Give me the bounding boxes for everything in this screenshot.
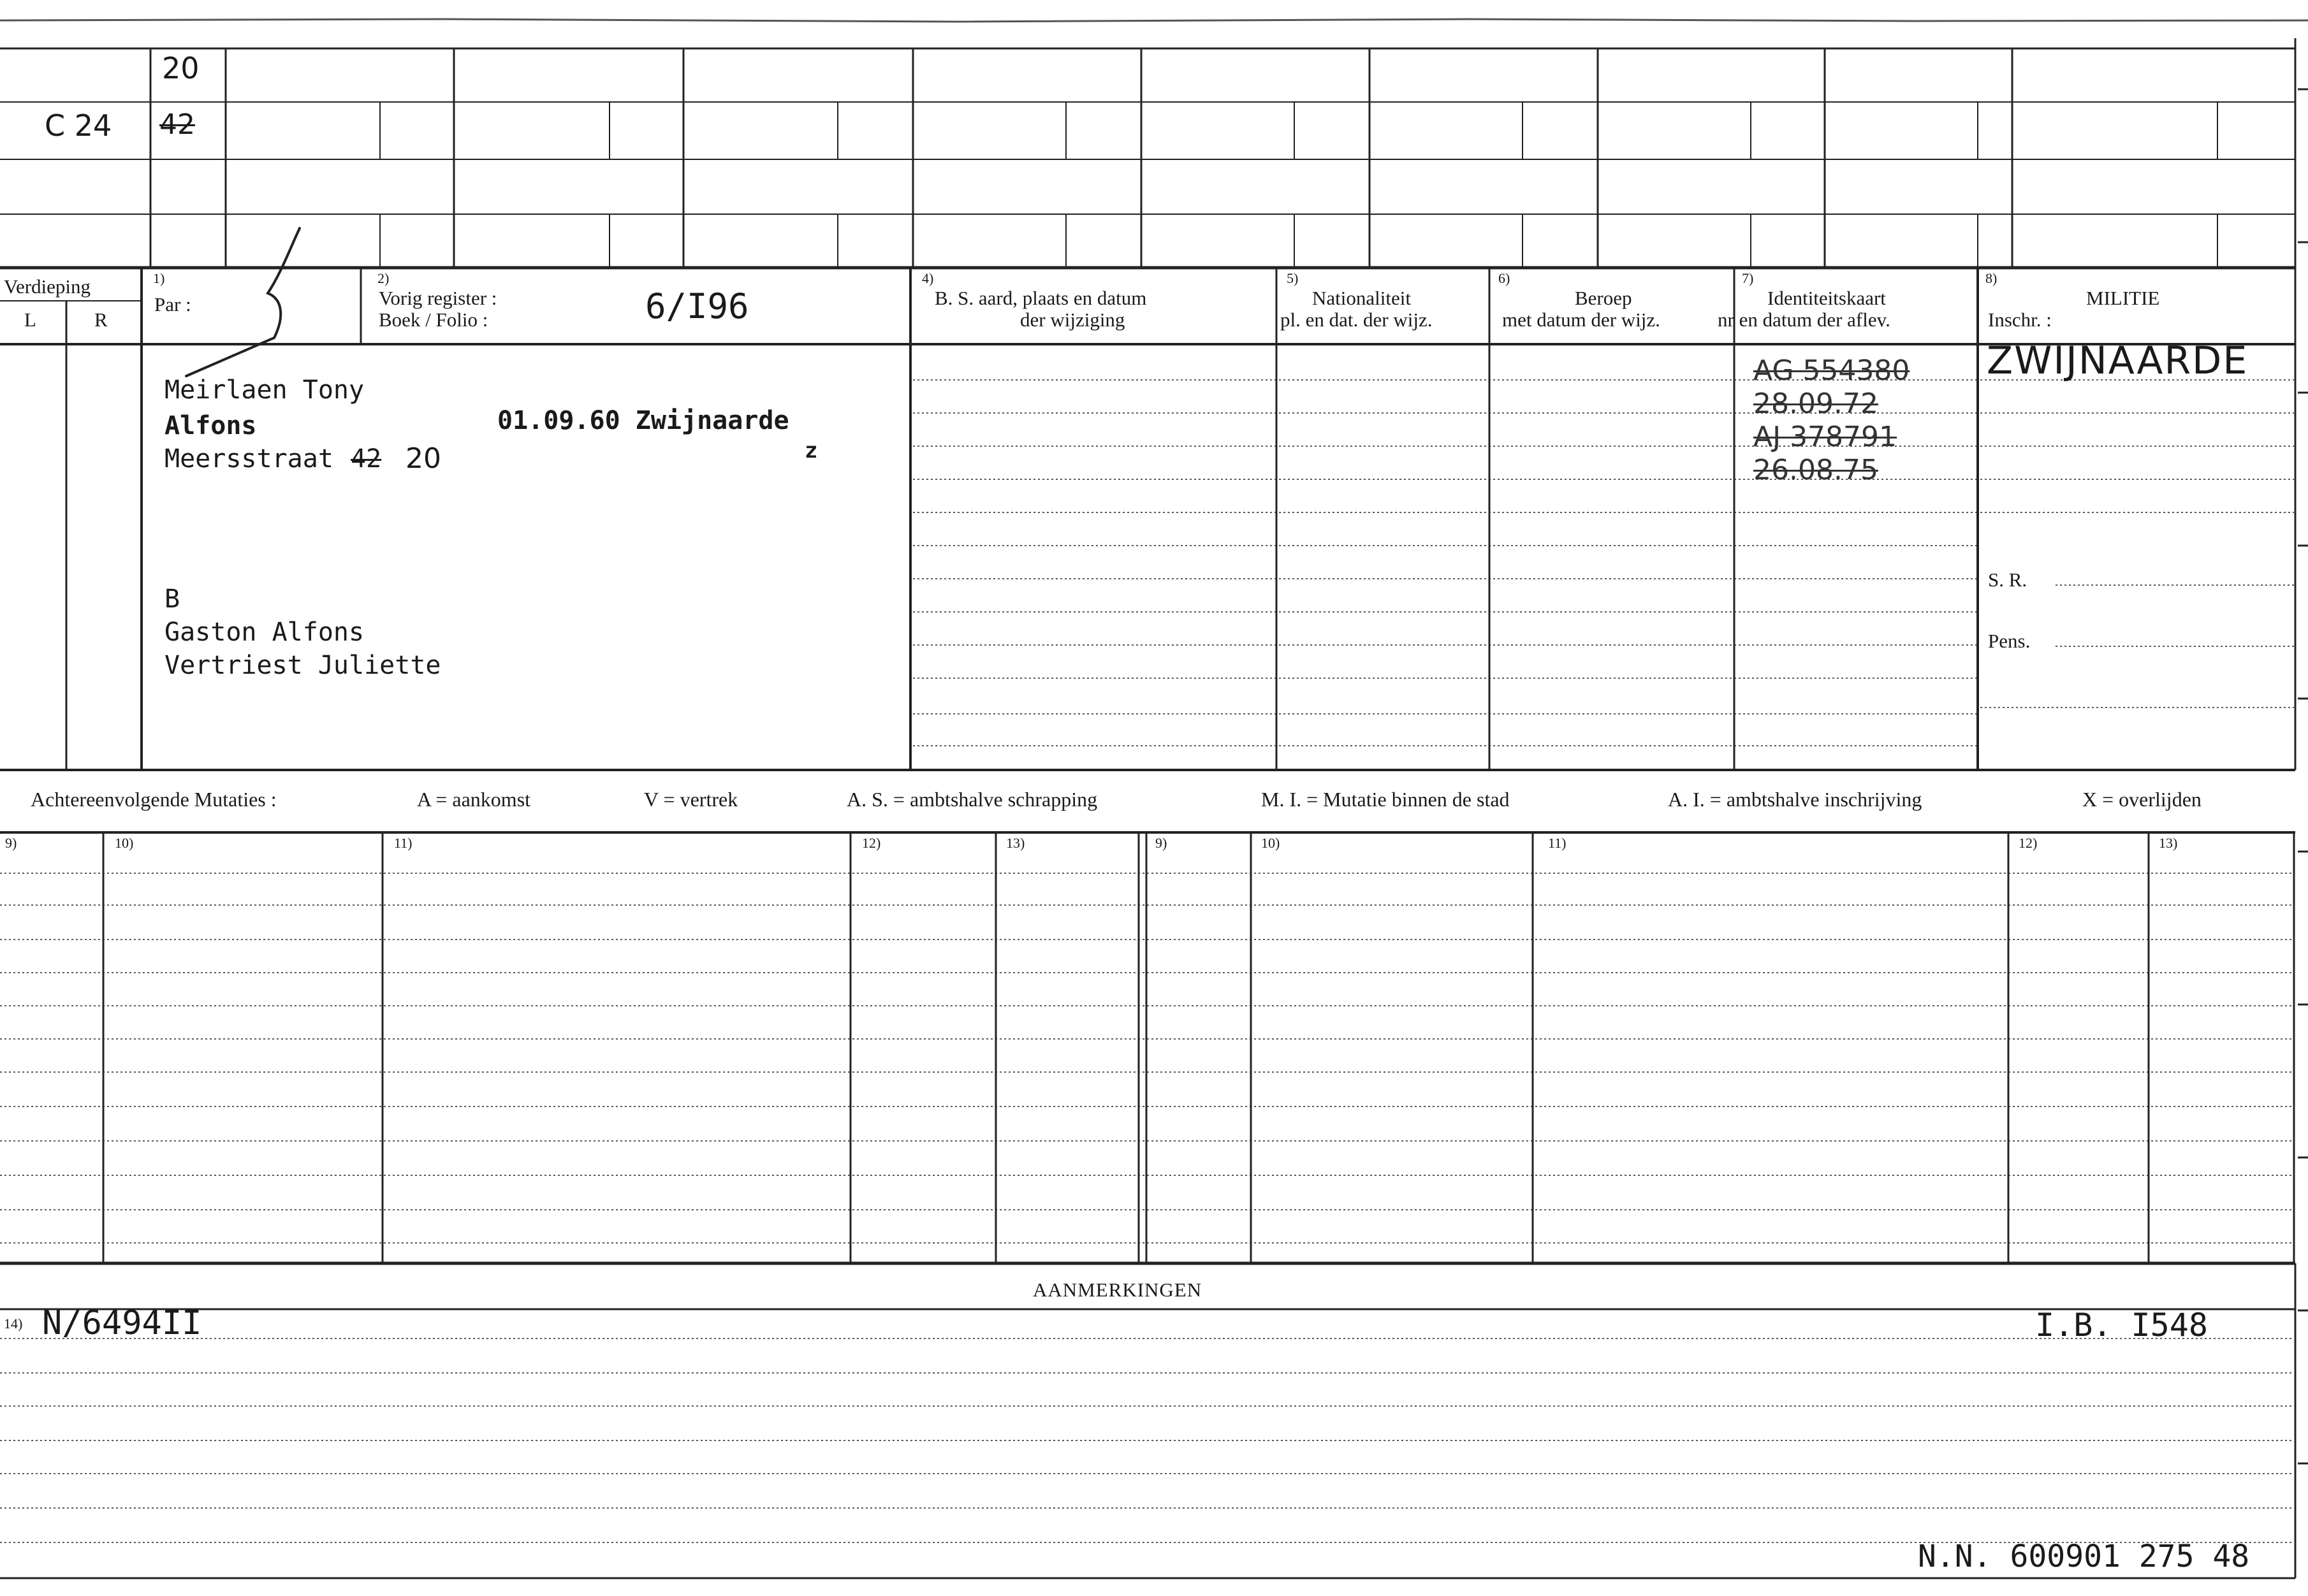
street-name: Meersstraat xyxy=(164,444,333,474)
bs-number: 4) xyxy=(922,270,934,286)
mutation-col-11b: 11) xyxy=(1548,835,1567,851)
legend-ambtshalve-inschrijving: A. I. = ambtshalve inschrijving xyxy=(1668,788,1922,811)
mutations-title: Achtereenvolgende Mutaties : xyxy=(31,788,277,811)
bs-label-line2: der wijziging xyxy=(1020,308,1125,331)
nationaliteit-label: Nationaliteit xyxy=(1312,287,1411,309)
old-street-number: 42 xyxy=(351,444,382,474)
person-surname-firstname: Meirlaen Tony xyxy=(164,375,365,405)
militie-place: ZWIJNAARDE xyxy=(1987,338,2249,383)
inschr-label: Inschr. : xyxy=(1988,308,2052,331)
legend-mutatie-binnen-stad: M. I. = Mutatie binnen de stad xyxy=(1261,788,1510,811)
mutation-col-10b: 10) xyxy=(1261,835,1280,851)
mutation-col-10: 10) xyxy=(115,835,134,851)
mutation-col-11: 11) xyxy=(394,835,413,851)
birth-date-place: 01.09.60 Zwijnaarde xyxy=(497,406,789,435)
remarks-number: 14) xyxy=(4,1316,23,1331)
father-name: Gaston Alfons xyxy=(164,618,365,647)
mutation-col-9: 9) xyxy=(5,835,17,851)
national-number: N.N. 600901 275 48 xyxy=(1918,1539,2250,1574)
relation-code: B xyxy=(164,584,180,614)
identiteitskaart-label: Identiteitskaart xyxy=(1767,287,1886,309)
mutation-col-13: 13) xyxy=(1006,835,1025,851)
remarks-entry: N/6494II xyxy=(42,1304,202,1342)
pen-link-mark xyxy=(186,228,300,376)
mutation-col-9b: 9) xyxy=(1155,835,1167,851)
marker-z: z xyxy=(805,438,818,463)
street-number: 20 xyxy=(405,442,441,475)
vorig-register-label: Vorig register : xyxy=(379,287,497,309)
militie-number: 8) xyxy=(1985,270,1998,286)
boek-folio-value: 6/I96 xyxy=(645,286,749,326)
nat-number: 5) xyxy=(1287,270,1299,286)
mother-name: Vertriest Juliette xyxy=(164,651,441,680)
legend-vertrek: V = vertrek xyxy=(644,788,738,811)
remarks-title: AANMERKINGEN xyxy=(1033,1279,1202,1301)
id-card-1-date: 28.09.72 xyxy=(1753,388,1878,420)
beroep-number: 6) xyxy=(1498,270,1510,286)
floor-right-label: R xyxy=(94,308,108,331)
par-label: Par : xyxy=(154,293,191,316)
card-code: C 24 xyxy=(45,108,112,143)
pens-label: Pens. xyxy=(1988,630,2031,652)
id-card-2-date: 26.08.75 xyxy=(1753,454,1878,486)
mutation-col-12b: 12) xyxy=(2019,835,2038,851)
legend-ambtshalve-schrapping: A. S. = ambtshalve schrapping xyxy=(847,788,1098,811)
house-number: 20 xyxy=(162,51,200,85)
ib-number: I.B. I548 xyxy=(2035,1307,2208,1344)
mutation-col-12: 12) xyxy=(862,835,881,851)
boek-folio-label: Boek / Folio : xyxy=(379,308,488,331)
person-second-name: Alfons xyxy=(164,411,257,440)
old-house-number: 42 xyxy=(159,108,195,141)
identiteitskaart-sublabel: nr en datum der aflev. xyxy=(1718,308,1890,331)
id-card-1-number: AG 554380 xyxy=(1753,354,1910,387)
verdieping-label: Verdieping xyxy=(4,275,91,298)
legend-overlijden: X = overlijden xyxy=(2082,788,2202,811)
militie-label: MILITIE xyxy=(2086,287,2160,309)
id-number: 7) xyxy=(1742,270,1754,286)
par-number: 1) xyxy=(153,270,165,286)
nationaliteit-sublabel: pl. en dat. der wijz. xyxy=(1280,308,1433,331)
floor-left-label: L xyxy=(24,308,36,331)
sr-label: S. R. xyxy=(1988,569,2027,591)
mutation-col-13b: 13) xyxy=(2159,835,2178,851)
id-card-2-number: AJ 378791 xyxy=(1753,421,1897,453)
vorig-number: 2) xyxy=(377,270,390,286)
bs-label-line1: B. S. aard, plaats en datum xyxy=(935,287,1147,309)
beroep-sublabel: met datum der wijz. xyxy=(1502,308,1660,331)
beroep-label: Beroep xyxy=(1575,287,1632,309)
legend-aankomst: A = aankomst xyxy=(417,788,531,811)
